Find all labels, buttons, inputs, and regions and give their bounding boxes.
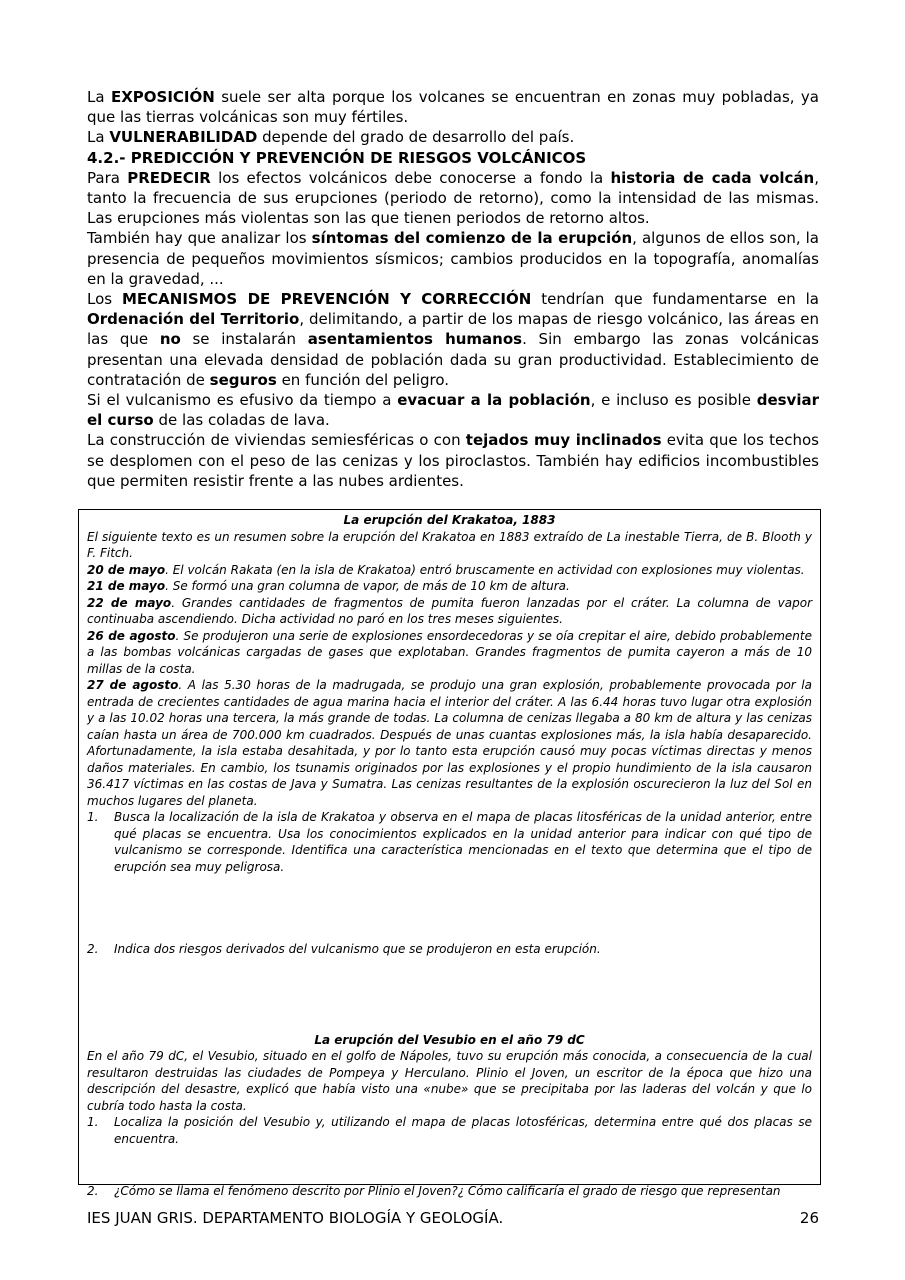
vesubio-questions bbox=[87, 1114, 812, 1147]
entry-date: 21 de mayo bbox=[87, 579, 166, 593]
question-number: 1. bbox=[87, 1115, 99, 1129]
text: Los bbox=[87, 290, 122, 309]
paragraph-predecir bbox=[87, 168, 819, 229]
question-text: Indica dos riesgos derivados del vulcanismo que se produjeron en esta erupción. bbox=[114, 942, 601, 956]
question-text: Localiza la posición del Vesubio y, utilizando el mapa de placas lotosféricas, determina entre qué dos placas se encuentra. bbox=[114, 1115, 812, 1146]
krakatoa-title: La erupción del Krakatoa, 1883 bbox=[343, 513, 556, 527]
activity-box bbox=[78, 509, 821, 1198]
text: depende del grado de desarrollo del país. bbox=[257, 128, 575, 147]
term-sintomas: síntomas del comienzo de la erupción bbox=[311, 229, 633, 248]
question-text: Busca la localización de la isla de Krakatoa y observa en el mapa de placas litosféricas de la unidad anterior, entre qué placas se encuentra. Usa los conocimientos explicados en la unidad anterior para indicar con qué tipo de vulcanismo se corresponde. Identifica una característica mencionadas en el texto que determina que el tipo de erupción sea muy peligrosa. bbox=[114, 810, 812, 874]
text: se instalarán bbox=[180, 330, 308, 349]
question-number: 2. bbox=[87, 942, 99, 956]
text: los efectos volcánicos debe conocerse a fondo la bbox=[210, 168, 611, 187]
main-text bbox=[87, 87, 819, 491]
page-number: 26 bbox=[799, 1209, 819, 1227]
term-mecanismos: MECANISMOS DE PREVENCIÓN Y CORRECCIÓN bbox=[122, 290, 532, 309]
text: suele ser alta porque los volcanes se encuentran en zonas muy pobladas, ya que las tierras volcánicas son muy fértiles. bbox=[87, 88, 819, 127]
entry-26-agosto bbox=[87, 628, 812, 678]
text: Si el vulcanismo es efusivo da tiempo a bbox=[87, 391, 398, 410]
term-tejados: tejados muy inclinados bbox=[465, 431, 662, 450]
term-desviar: desviar el curso bbox=[87, 391, 819, 430]
question-text: ¿Cómo se llama el fenómeno descrito por Plinio el Joven?¿ Cómo calificaría el grado de riesgo que representan bbox=[114, 1184, 781, 1198]
entry-date: 27 de agosto bbox=[87, 678, 179, 692]
paragraph-exposicion bbox=[87, 87, 819, 127]
krakatoa-questions-2 bbox=[87, 941, 812, 958]
entry-22-mayo bbox=[87, 595, 812, 628]
text: en función del peligro. bbox=[276, 370, 450, 389]
paragraph-tejados bbox=[87, 430, 819, 491]
term-vulnerabilidad: VULNERABILIDAD bbox=[109, 128, 258, 147]
text: La construcción de viviendas semiesféricas o con bbox=[87, 431, 466, 450]
entry-20-mayo bbox=[87, 562, 812, 579]
entry-text: . Grandes cantidades de fragmentos de pumita fueron lanzadas por el cráter. La columna de vapor continuaba ascendiendo. Dicha actividad no paró en los tres meses siguientes. bbox=[87, 595, 812, 626]
entry-date: 22 de mayo bbox=[87, 595, 172, 610]
question-item bbox=[87, 809, 812, 875]
question-number: 2. bbox=[87, 1184, 99, 1198]
paragraph-sintomas bbox=[87, 228, 819, 289]
question-item bbox=[87, 941, 812, 958]
text: de las coladas de lava. bbox=[153, 411, 330, 430]
krakatoa-questions bbox=[87, 809, 812, 875]
text: evita que los techos se desplomen con el peso de las cenizas y los piroclastos. También hay edificios incombustibles que permiten resistir frente a las nubes ardientes. bbox=[87, 431, 819, 490]
krakatoa-intro: El siguiente texto es un resumen sobre la erupción del Krakatoa en 1883 extraído de La inestable Tierra, de B. Blooth y F. Fitch. bbox=[87, 529, 812, 560]
term-predecir: PREDECIR bbox=[127, 168, 211, 187]
text: , tanto la frecuencia de sus erupciones (periodo de retorno), como la intensidad de las mismas. Las erupciones más violentas son las que tienen periodos de retorno altos. bbox=[87, 168, 819, 228]
text: Para bbox=[87, 168, 128, 187]
answer-space bbox=[87, 875, 812, 941]
paragraph-evacuar bbox=[87, 390, 819, 430]
term-asentamientos: asentamientos humanos bbox=[307, 330, 523, 349]
text: También hay que analizar los bbox=[87, 229, 312, 248]
entry-text: . El volcán Rakata (en la isla de Krakatoa) entró bruscamente en actividad con explosiones muy violentas. bbox=[165, 562, 805, 577]
term-evacuar: evacuar a la población bbox=[397, 391, 591, 410]
text: . Sin embargo las zonas volcánicas presentan una elevada densidad de población dada su gran productividad. Establecimiento de contratación de bbox=[87, 330, 819, 389]
text: , delimitando, a partir de los mapas de riesgo volcánico, las áreas en las que bbox=[87, 310, 819, 349]
text: La bbox=[87, 128, 110, 147]
entry-21-mayo bbox=[87, 578, 812, 595]
answer-space bbox=[87, 1022, 812, 1032]
vesubio-title: La erupción del Vesubio en el año 79 dC bbox=[314, 1032, 585, 1047]
entry-text: . Se produjeron una serie de explosiones ensordecedoras y se oía crepitar el aire, debido probablemente a las bombas volcánicas cargadas de gases que explotaban. Grandes fragmentos de pumita cayeron a más de 10 millas de la costa. bbox=[87, 628, 812, 676]
answer-space bbox=[87, 958, 812, 1022]
entry-date: 26 de agosto bbox=[87, 628, 176, 643]
term-exposicion: EXPOSICIÓN bbox=[110, 88, 215, 106]
paragraph-mecanismos bbox=[87, 289, 819, 390]
section-heading: 4.2.- PREDICCIÓN Y PREVENCIÓN DE RIESGOS VOLCÁNICOS bbox=[87, 148, 587, 167]
vesubio-intro: En el año 79 dC, el Vesubio, situado en el golfo de Nápoles, tuvo su erupción más conocida, a consecuencia de la cual resultaron destruidas las ciudades de Pompeya y Herculano. Plinio el Joven, un escritor de la época que hizo una descripción del desastre, explicó que había visto una «nube» que se precipitaba por las laderas del volcán y que lo cubría todo hasta la costa. bbox=[87, 1049, 812, 1113]
term-no: no bbox=[159, 330, 181, 349]
term-seguros: seguros bbox=[209, 370, 277, 389]
text: , e incluso es posible bbox=[590, 391, 757, 410]
paragraph-vulnerabilidad bbox=[87, 127, 819, 147]
text: , algunos de ellos son, la presencia de pequeños movimientos sísmicos; cambios producidos en la topografía, anomalías en la gravedad, ... bbox=[87, 229, 820, 288]
entry-text: . A las 5.30 horas de la madrugada, se produjo una gran explosión, probablemente provocada por la entrada de crecientes cantidades de agua marina hacia el interior del cráter. A las 6.44 horas tuvo lugar otra explosión y a las 10.02 horas una tercera, la más grande de todas. La columna de cenizas llegaba a 80 km de altura y las cenizas caían hasta un área de 700.000 km cuadrados. Después de unas cuantas explosiones más, la isla había desaparecido. Afortunadamente, la isla estaba desahitada, y por lo tanto esta erupción causó muy pocas víctimas directas y menos daños materiales. En cambio, los tsunamis originados por las explosiones y el propio hundimiento de la isla causaron 36.417 víctimas en las costas de Java y Sumatra. Las cenizas resultantes de la explosión oscurecieron la luz del Sol en muchos lugares del planeta. bbox=[87, 678, 812, 808]
question-number: 1. bbox=[87, 810, 99, 824]
entry-date: 20 de mayo bbox=[87, 562, 166, 577]
question-item bbox=[87, 1183, 812, 1200]
term-historia: historia de cada volcán bbox=[610, 168, 815, 187]
footer-institution: IES JUAN GRIS. DEPARTAMENTO BIOLOGÍA Y GEOLOGÍA. bbox=[87, 1209, 504, 1227]
question-item bbox=[87, 1114, 812, 1147]
text: tendrían que fundamentarse en la bbox=[531, 290, 819, 309]
text: La bbox=[87, 88, 111, 106]
vesubio-questions-2 bbox=[87, 1183, 812, 1200]
answer-space bbox=[87, 1147, 812, 1183]
entry-text: . Se formó una gran columna de vapor, de más de 10 km de altura. bbox=[165, 579, 570, 593]
entry-27-agosto bbox=[87, 677, 812, 809]
term-ordenacion: Ordenación del Territorio bbox=[87, 310, 300, 329]
